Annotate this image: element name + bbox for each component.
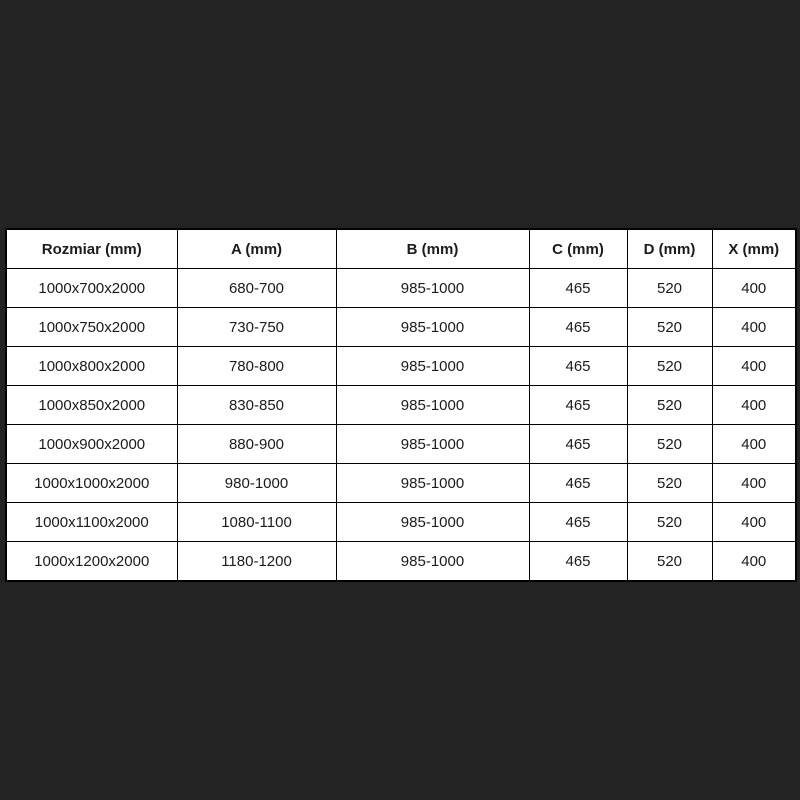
table-cell: 985-1000 [336,425,529,464]
table-cell: 465 [529,386,627,425]
column-header: X (mm) [712,229,796,269]
column-header: D (mm) [627,229,712,269]
table-header-row [6,229,796,269]
table-cell: 985-1000 [336,503,529,542]
table-cell: 1000x800x2000 [6,347,177,386]
table-cell: 400 [712,542,796,582]
table-cell: 1000x1200x2000 [6,542,177,582]
table-cell: 465 [529,425,627,464]
table-cell: 985-1000 [336,542,529,582]
table-cell: 400 [712,464,796,503]
table-cell: 400 [712,386,796,425]
dimensions-spec-table [5,228,797,582]
table-cell: 520 [627,503,712,542]
table-body [6,269,796,582]
table-cell: 400 [712,425,796,464]
table-cell: 830-850 [177,386,336,425]
table-cell: 520 [627,269,712,308]
table-row [6,542,796,582]
table-cell: 465 [529,347,627,386]
table-cell: 1000x1000x2000 [6,464,177,503]
table-row [6,308,796,347]
table-cell: 1000x750x2000 [6,308,177,347]
table-cell: 465 [529,503,627,542]
column-header: B (mm) [336,229,529,269]
table-cell: 520 [627,425,712,464]
table-cell: 1180-1200 [177,542,336,582]
table-cell: 465 [529,542,627,582]
table-cell: 730-750 [177,308,336,347]
table-cell: 400 [712,347,796,386]
table-cell: 400 [712,269,796,308]
table-row [6,425,796,464]
column-header: C (mm) [529,229,627,269]
table-cell: 780-800 [177,347,336,386]
table-cell: 985-1000 [336,464,529,503]
table-cell: 520 [627,308,712,347]
table-cell: 520 [627,542,712,582]
table-row [6,347,796,386]
table-cell: 680-700 [177,269,336,308]
table-cell: 520 [627,347,712,386]
table-row [6,464,796,503]
table-cell: 520 [627,464,712,503]
table-header [6,229,796,269]
table-cell: 465 [529,269,627,308]
table-cell: 985-1000 [336,386,529,425]
table-cell: 985-1000 [336,308,529,347]
table-cell: 1000x700x2000 [6,269,177,308]
table-cell: 465 [529,308,627,347]
table-cell: 1000x850x2000 [6,386,177,425]
table-cell: 880-900 [177,425,336,464]
table-cell: 520 [627,386,712,425]
table-cell: 985-1000 [336,347,529,386]
column-header: A (mm) [177,229,336,269]
table-cell: 980-1000 [177,464,336,503]
table-row [6,269,796,308]
table-row [6,386,796,425]
table-cell: 1080-1100 [177,503,336,542]
table-cell: 465 [529,464,627,503]
table-row [6,503,796,542]
column-header: Rozmiar (mm) [6,229,177,269]
table-cell: 1000x1100x2000 [6,503,177,542]
table-cell: 400 [712,503,796,542]
table-cell: 985-1000 [336,269,529,308]
table-cell: 1000x900x2000 [6,425,177,464]
table-cell: 400 [712,308,796,347]
